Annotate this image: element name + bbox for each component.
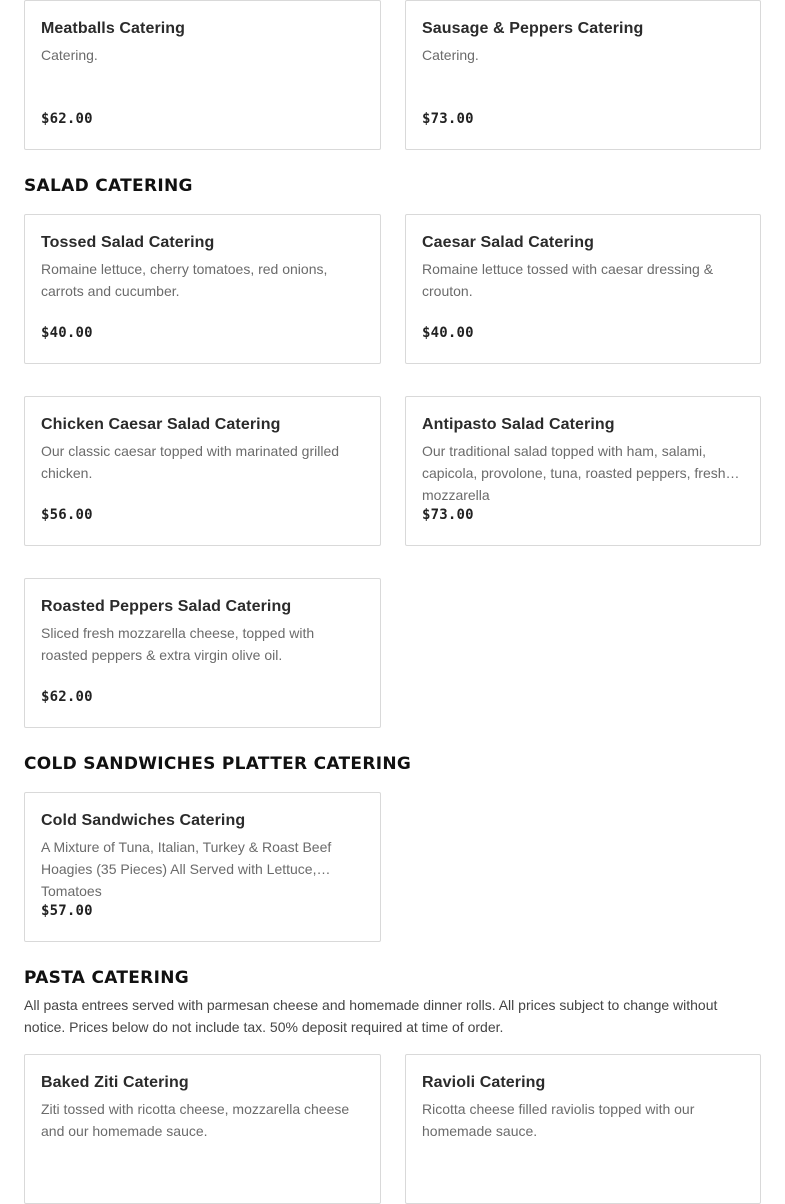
menu-item-price: $57.00 <box>41 903 93 919</box>
section-title-cold-sandwiches: COLD SANDWICHES PLATTER CATERING <box>24 754 412 774</box>
menu-item-name: Caesar Salad Catering <box>422 234 594 251</box>
menu-item-description: Catering. <box>422 47 479 63</box>
menu-item-name: Sausage & Peppers Catering <box>422 20 644 37</box>
section-note-pasta: All pasta entrees served with parmesan cheese and homemade dinner rolls. All prices subject to change without notice. Prices below do not include tax. 50% deposit required at time of order. <box>24 997 718 1035</box>
menu-item-description: Ziti tossed with ricotta cheese, mozzarella cheese and our homemade sauce. <box>41 1101 350 1139</box>
pasta-catering-grid <box>24 1054 761 1204</box>
menu-item-description: Our traditional salad topped with ham, salami, capicola, provolone, tuna, roasted peppers, fresh mozzarella <box>422 443 726 503</box>
menu-item-card[interactable] <box>405 1054 761 1204</box>
menu-item-price: $62.00 <box>41 689 93 705</box>
menu-item-card[interactable] <box>24 396 381 546</box>
menu-item-card[interactable] <box>24 792 381 942</box>
menu-item-name: Meatballs Catering <box>41 20 186 37</box>
menu-item-name: Ravioli Catering <box>422 1074 546 1091</box>
menu-item-description: Catering. <box>41 47 98 63</box>
menu-item-description: Sliced fresh mozzarella cheese, topped with roasted peppers & extra virgin olive oil. <box>41 625 315 663</box>
menu-item-description: A Mixture of Tuna, Italian, Turkey & Roast Beef Hoagies (35 Pieces) All Served with Lettuce, Tomatoes <box>41 839 332 899</box>
menu-item-name: Chicken Caesar Salad Catering <box>41 416 281 433</box>
menu-item-card[interactable] <box>24 578 381 728</box>
menu-item-card[interactable] <box>405 396 761 546</box>
menu-item-price: $62.00 <box>41 111 93 127</box>
menu-item-name: Tossed Salad Catering <box>41 234 215 251</box>
menu-item-price: $40.00 <box>41 325 93 341</box>
section-title-pasta: PASTA CATERING <box>24 968 189 988</box>
menu-item-card[interactable] <box>24 0 381 150</box>
menu-item-card[interactable] <box>24 1054 381 1204</box>
menu-item-name: Baked Ziti Catering <box>41 1074 189 1091</box>
menu-item-price: $56.00 <box>41 507 93 523</box>
menu-item-card[interactable] <box>24 214 381 364</box>
menu-item-name: Antipasto Salad Catering <box>422 416 615 433</box>
section-title-salad: SALAD CATERING <box>24 176 193 196</box>
menu-item-name: Cold Sandwiches Catering <box>41 812 246 829</box>
menu-item-name: Roasted Peppers Salad Catering <box>41 598 292 615</box>
menu-item-description: Our classic caesar topped with marinated grilled chicken. <box>41 443 340 481</box>
menu-item-price: $73.00 <box>422 111 474 127</box>
salad-catering-grid <box>24 214 761 728</box>
catering-grid-continued <box>24 0 761 150</box>
cold-sandwiches-grid <box>24 792 761 942</box>
menu-item-description: Romaine lettuce tossed with caesar dressing & crouton. <box>422 261 714 299</box>
menu-item-price: $40.00 <box>422 325 474 341</box>
menu-item-price: $73.00 <box>422 507 474 523</box>
menu-item-card[interactable] <box>405 0 761 150</box>
menu-item-description: Romaine lettuce, cherry tomatoes, red onions, carrots and cucumber. <box>41 261 328 299</box>
menu-item-description: Ricotta cheese filled raviolis topped with our homemade sauce. <box>422 1101 695 1139</box>
menu-item-card[interactable] <box>405 214 761 364</box>
